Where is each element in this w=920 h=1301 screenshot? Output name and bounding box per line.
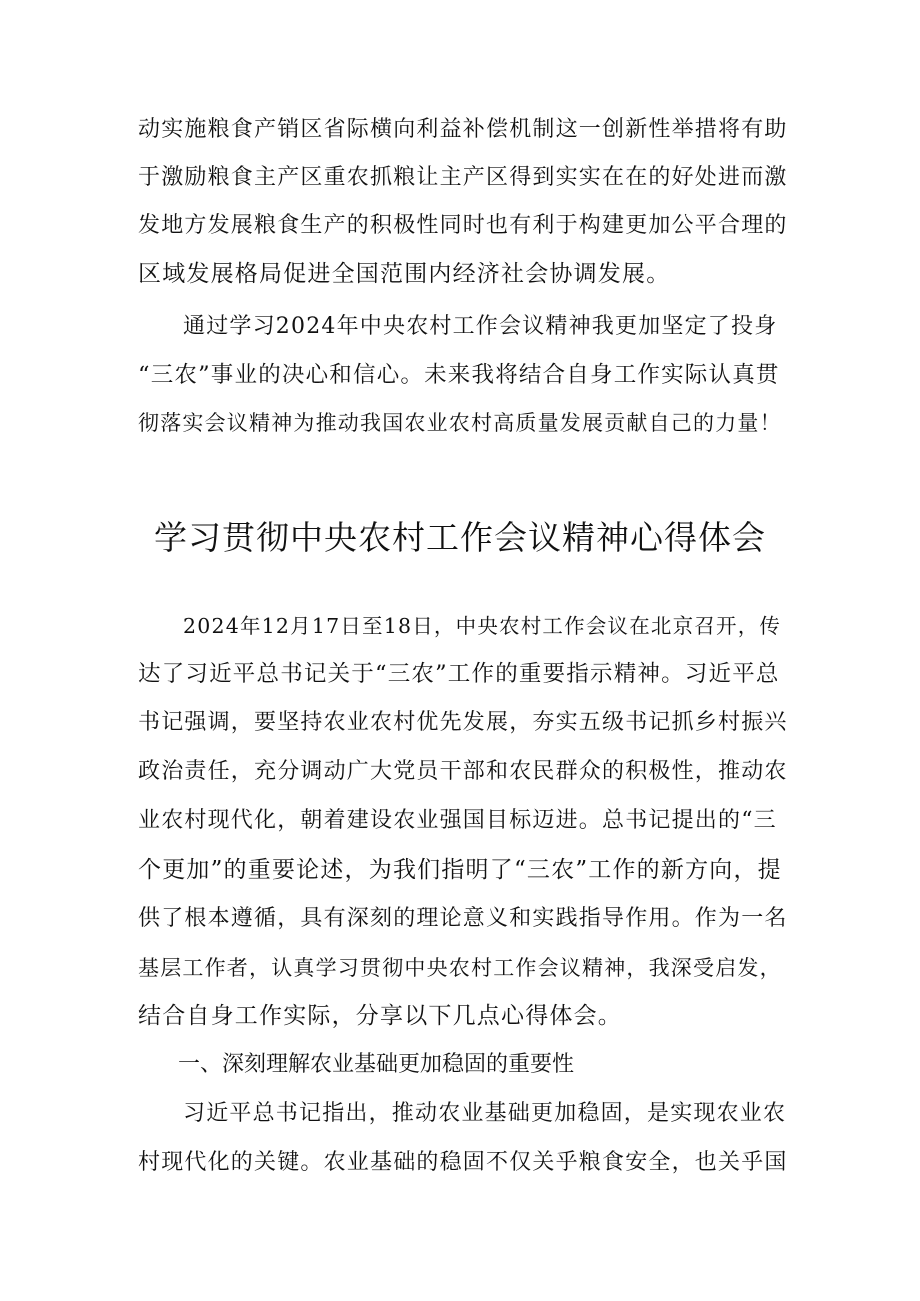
paragraph-line: 动实施粮食产销区省际横向利益补偿机制这一创新性举措将有助 bbox=[138, 117, 788, 142]
paragraph-line: 书记强调，要坚持农业农村优先发展，夯实五级书记抓乡村振兴 bbox=[138, 710, 788, 735]
paragraph-line: 于激励粮食主产区重农抓粮让主产区得到实实在在的好处进而激 bbox=[138, 165, 788, 190]
paragraph-line: 彻落实会议精神为推动我国农业农村高质量发展贡献自己的力量！ bbox=[138, 411, 782, 435]
paragraph-line: 基层工作者，认真学习贯彻中央农村工作会议精神，我深受启发， bbox=[138, 956, 782, 980]
section-heading: 一、深刻理解农业基础更加稳固的重要性 bbox=[178, 1052, 575, 1077]
article-title: 学习贯彻中央农村工作会议精神心得体会 bbox=[154, 518, 766, 557]
paragraph-line: 业农村现代化，朝着建设农业强国目标迈进。总书记提出的“三 bbox=[138, 808, 777, 833]
paragraph-line: 村现代化的关键。农业基础的稳固不仅关乎粮食安全，也关乎国 bbox=[138, 1150, 788, 1175]
paragraph-line: 个更加”的重要论述，为我们指明了“三农”工作的新方向，提 bbox=[138, 857, 782, 883]
paragraph-line: 政治责任，充分调动广大党员干部和农民群众的积极性，推动农 bbox=[138, 759, 788, 784]
paragraph-line: 2024年12月17日至18日，中央农村工作会议在北京召开，传 bbox=[183, 614, 782, 638]
paragraph-line: 结合自身工作实际，分享以下几点心得体会。 bbox=[138, 1003, 622, 1029]
paragraph-line: “三农”事业的决心和信心。未来我将结合自身工作实际认真贯 bbox=[138, 362, 780, 388]
paragraph-line: 达了习近平总书记关于“三农”工作的重要指示精神。习近平总 bbox=[138, 661, 780, 687]
paragraph-line: 区域发展格局促进全国范围内经济社会协调发展。 bbox=[138, 261, 671, 287]
paragraph-line: 供了根本遵循，具有深刻的理论意义和实践指导作用。作为一名 bbox=[138, 906, 788, 931]
paragraph-line: 通过学习2024年中央农村工作会议精神我更加坚定了投身 bbox=[183, 314, 778, 339]
paragraph-line: 发地方发展粮食生产的积极性同时也有利于构建更加公平合理的 bbox=[138, 213, 788, 238]
paragraph-line: 习近平总书记指出，推动农业基础更加稳固，是实现农业农 bbox=[183, 1101, 787, 1126]
